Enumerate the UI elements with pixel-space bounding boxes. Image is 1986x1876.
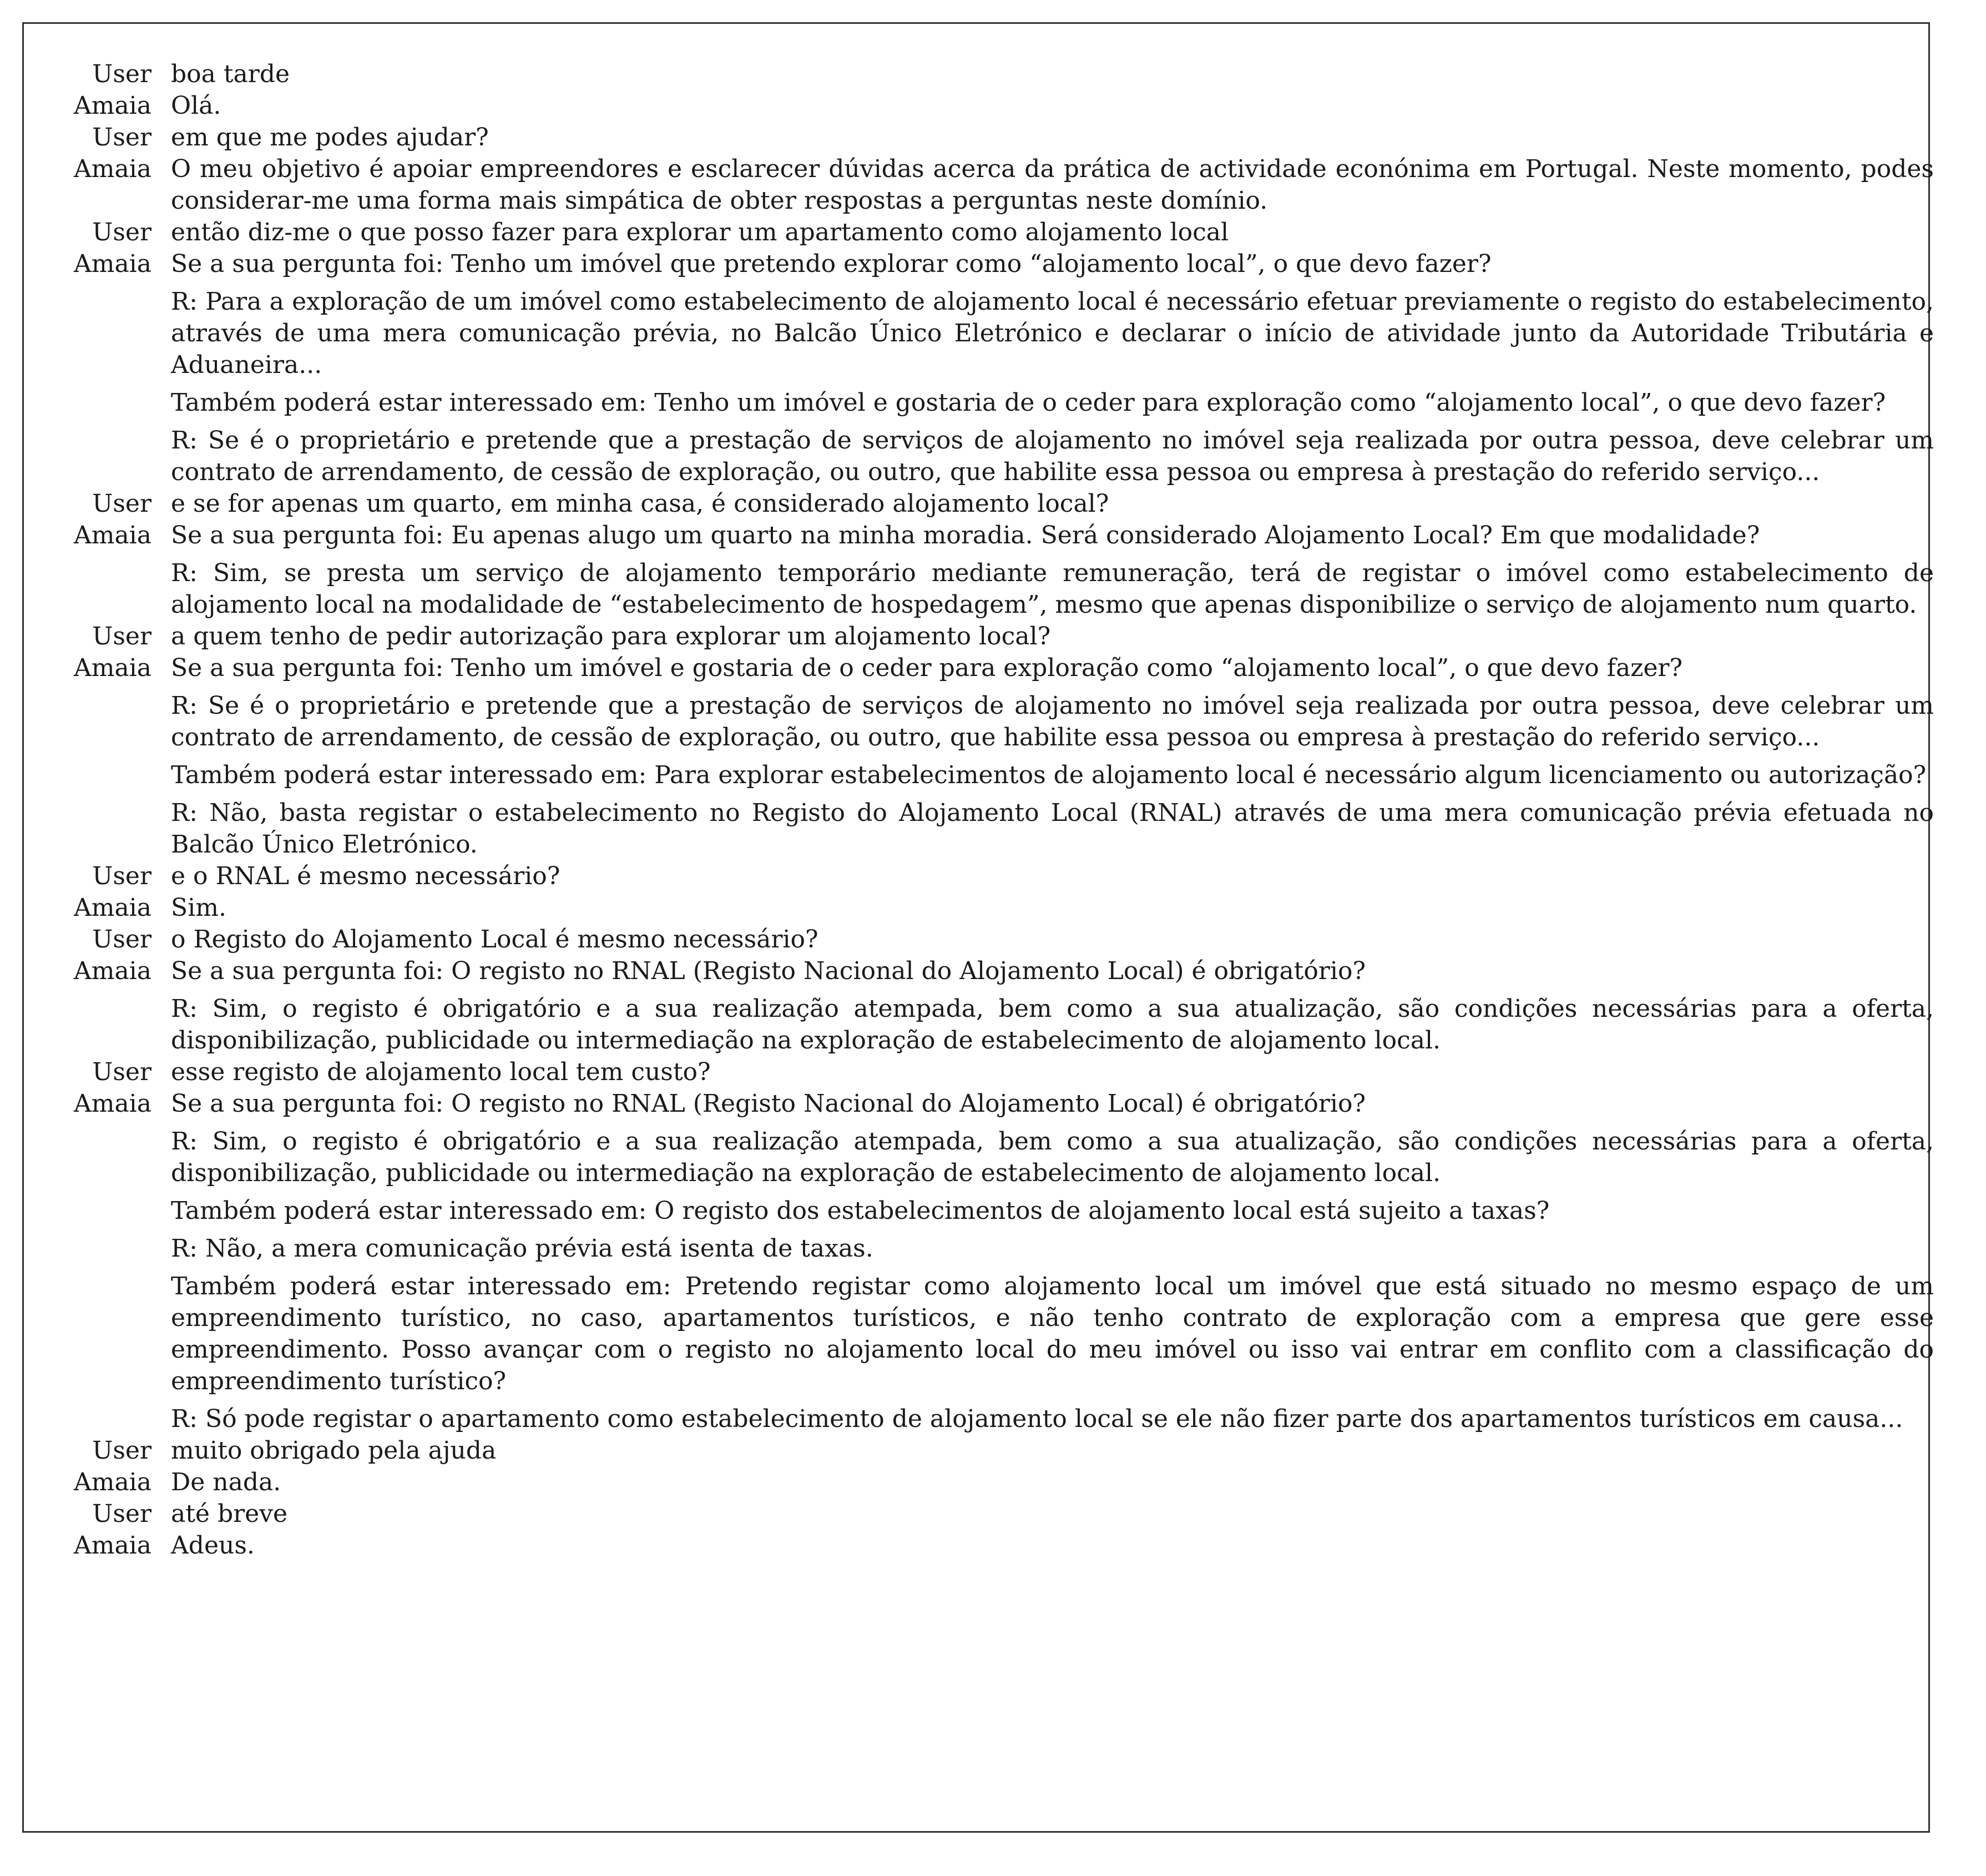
utterance-paragraph: R: Se é o proprietário e pretende que a prestação de serviços de alojamento no imóvel seja realizada por outra pessoa, deve celebrar um contrato de arrendamento, de cessão de exploração, ou outro, que habilite essa pessoa ou empresa à prestação do referido serviço... <box>171 692 1934 752</box>
utterance-paragraph: Também poderá estar interessado em: O registo dos estabelecimentos de alojamento local está sujeito a taxas? <box>171 1197 1550 1225</box>
dialogue-turn <box>55 860 1934 892</box>
utterance-paragraph: R: Sim, o registo é obrigatório e a sua realização atempada, bem como a sua atualização, são condições necessárias para a oferta, disponibilização, publicidade ou intermediação na exploração de estabelecimento de alojamento local. <box>171 1127 1934 1187</box>
speaker-label: Amaia <box>73 1531 151 1560</box>
speaker-label: User <box>92 1500 151 1528</box>
utterance <box>171 520 1934 621</box>
utterance-paragraph: De nada. <box>171 1468 281 1496</box>
dialogue-turn <box>55 955 1934 1056</box>
utterance-paragraph: Se a sua pergunta foi: Tenho um imóvel que pretendo explorar como “alojamento local”, o que devo fazer? <box>171 250 1492 278</box>
speaker-label: User <box>92 1436 151 1465</box>
dialogue-turn <box>55 153 1934 216</box>
utterance-paragraph: Também poderá estar interessado em: Tenho um imóvel e gostaria de o ceder para exploração como “alojamento local”, o que devo fazer? <box>171 389 1886 417</box>
speaker-label: User <box>92 218 151 246</box>
utterance-paragraph: boa tarde <box>171 60 290 88</box>
dialogue-turn <box>55 652 1934 860</box>
utterance-paragraph: Adeus. <box>171 1531 255 1560</box>
speaker-label: Amaia <box>73 92 151 120</box>
utterance <box>171 1435 1934 1466</box>
utterance-paragraph: a quem tenho de pedir autorização para explorar um alojamento local? <box>171 622 1051 650</box>
speaker-label: Amaia <box>73 957 151 985</box>
utterance <box>171 1530 1934 1561</box>
utterance-paragraph: então diz-me o que posso fazer para explorar um apartamento como alojamento local <box>171 218 1229 246</box>
utterance-paragraph: Se a sua pergunta foi: O registo no RNAL (Registo Nacional do Alojamento Local) é obrigatório? <box>171 1090 1366 1118</box>
utterance-paragraph: esse registo de alojamento local tem custo? <box>171 1058 711 1086</box>
dialogue-turn <box>55 488 1934 520</box>
utterance-paragraph: em que me podes ajudar? <box>171 123 489 152</box>
utterance-paragraph: Também poderá estar interessado em: Pretendo registar como alojamento local um imóvel que está situado no mesmo espaço de um empreendimento turístico, no caso, apartamentos turísticos, e não tenho contrato de exploração com a empresa que gere esse empreendimento. Posso avançar com o registo no alojamento local do meu imóvel ou isso vai entrar em conflito com a classificação do empreendimento turístico? <box>171 1272 1934 1395</box>
utterance-paragraph: R: Se é o proprietário e pretende que a prestação de serviços de alojamento no imóvel seja realizada por outra pessoa, deve celebrar um contrato de arrendamento, de cessão de exploração, ou outro, que habilite essa pessoa ou empresa à prestação do referido serviço... <box>171 426 1934 486</box>
dialogue-turn <box>55 520 1934 621</box>
speaker-label: Amaia <box>73 155 151 183</box>
speaker-label: Amaia <box>73 1468 151 1496</box>
dialogue-turn <box>55 90 1934 122</box>
dialogue-turn <box>55 621 1934 652</box>
utterance <box>171 216 1934 248</box>
utterance-paragraph: R: Sim, o registo é obrigatório e a sua realização atempada, bem como a sua atualização, são condições necessárias para a oferta, disponibilização, publicidade ou intermediação na exploração de estabelecimento de alojamento local. <box>171 995 1934 1055</box>
utterance-paragraph: Olá. <box>171 92 221 120</box>
utterance <box>171 652 1934 860</box>
speaker-label: User <box>92 490 151 518</box>
dialogue-turn <box>55 1088 1934 1435</box>
utterance-paragraph: e se for apenas um quarto, em minha casa, é considerado alojamento local? <box>171 490 1109 518</box>
speaker-label: Amaia <box>73 250 151 278</box>
utterance <box>171 1056 1934 1088</box>
utterance <box>171 248 1934 488</box>
speaker-label: Amaia <box>73 654 151 682</box>
utterance-paragraph: Se a sua pergunta foi: Tenho um imóvel e gostaria de o ceder para exploração como “alojamento local”, o que devo fazer? <box>171 654 1683 682</box>
utterance-paragraph: O meu objetivo é apoiar empreendores e esclarecer dúvidas acerca da prática de actividade econónima em Portugal. Neste momento, podes considerar-me uma forma mais simpática de obter respostas a perguntas neste domínio. <box>171 155 1934 215</box>
utterance <box>171 924 1934 955</box>
utterance <box>171 955 1934 1056</box>
utterance-paragraph: Se a sua pergunta foi: Eu apenas alugo um quarto na minha moradia. Será considerado Alojamento Local? Em que modalidade? <box>171 521 1760 549</box>
speaker-label: Amaia <box>73 894 151 922</box>
speaker-label: User <box>92 622 151 650</box>
utterance-paragraph: R: Sim, se presta um serviço de alojamento temporário mediante remuneração, terá de registar o imóvel como estabelecimento de alojamento local na modalidade de “estabelecimento de hospedagem”, mesmo que apenas disponibilize o serviço de alojamento num quarto. <box>171 559 1934 619</box>
dialogue-turn <box>55 1530 1934 1561</box>
utterance <box>171 860 1934 892</box>
dialogue-turn <box>55 1435 1934 1466</box>
dialogue-turn <box>55 1498 1934 1530</box>
dialogue-turn <box>55 924 1934 955</box>
utterance <box>171 1088 1934 1435</box>
speaker-label: User <box>92 925 151 954</box>
dialogue-turn <box>55 58 1934 90</box>
utterance <box>171 621 1934 652</box>
speaker-label: User <box>92 123 151 152</box>
dialogue-turn <box>55 892 1934 924</box>
utterance <box>171 153 1934 216</box>
dialogue-transcript <box>55 58 1934 1561</box>
utterance <box>171 122 1934 153</box>
utterance <box>171 58 1934 90</box>
utterance-paragraph: R: Não, basta registar o estabelecimento no Registo do Alojamento Local (RNAL) através de uma mera comunicação prévia efetuada no Balcão Único Eletrónico. <box>171 799 1934 859</box>
speaker-label: User <box>92 60 151 88</box>
dialogue-turn <box>55 122 1934 153</box>
speaker-label: Amaia <box>73 1090 151 1118</box>
speaker-label: User <box>92 1058 151 1086</box>
utterance-paragraph: R: Para a exploração de um imóvel como estabelecimento de alojamento local é necessário efetuar previamente o registo do estabelecimento, através de uma mera comunicação prévia, no Balcão Único Eletrónico e declarar o início de atividade junto da Autoridade Tributária e Aduaneira... <box>171 288 1934 379</box>
utterance-paragraph: até breve <box>171 1500 288 1528</box>
dialogue-turn <box>55 216 1934 248</box>
dialogue-turn <box>55 248 1934 488</box>
speaker-label: User <box>92 862 151 890</box>
utterance <box>171 488 1934 520</box>
speaker-label: Amaia <box>73 521 151 549</box>
utterance-paragraph: muito obrigado pela ajuda <box>171 1436 497 1465</box>
utterance <box>171 1498 1934 1530</box>
utterance-paragraph: e o RNAL é mesmo necessário? <box>171 862 560 890</box>
utterance <box>171 1466 1934 1498</box>
utterance-paragraph: Se a sua pergunta foi: O registo no RNAL (Registo Nacional do Alojamento Local) é obrigatório? <box>171 957 1366 985</box>
utterance-paragraph: R: Só pode registar o apartamento como estabelecimento de alojamento local se ele não fizer parte dos apartamentos turísticos em causa... <box>171 1405 1903 1433</box>
utterance-paragraph: Sim. <box>171 894 226 922</box>
utterance-paragraph: o Registo do Alojamento Local é mesmo necessário? <box>171 925 818 954</box>
dialogue-turn <box>55 1466 1934 1498</box>
utterance <box>171 90 1934 122</box>
utterance <box>171 892 1934 924</box>
dialogue-turn <box>55 1056 1934 1088</box>
utterance-paragraph: R: Não, a mera comunicação prévia está isenta de taxas. <box>171 1234 873 1263</box>
utterance-paragraph: Também poderá estar interessado em: Para explorar estabelecimentos de alojamento local é necessário algum licenciamento ou autorização? <box>171 761 1927 789</box>
